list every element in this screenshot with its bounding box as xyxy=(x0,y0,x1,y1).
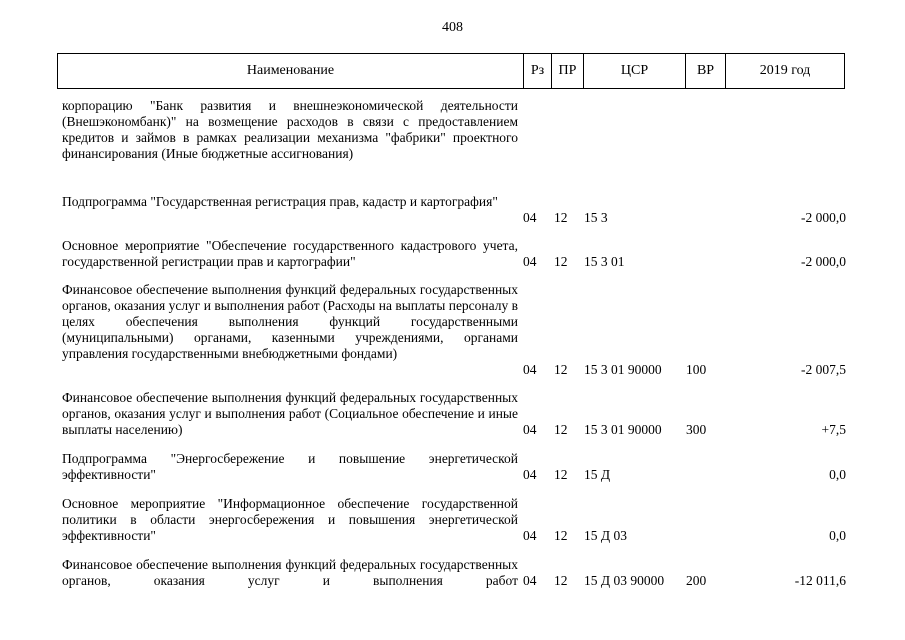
row-pr: 12 xyxy=(554,254,568,269)
row-name: Финансовое обеспечение выполнения функций федеральных государственных органов, оказания услуг и выполнения работ (Расходы на выплаты персоналу в целях обеспечения выполнения функций государственными (муниципальными) органами, казенными учреждениями, органами управления государственными внебюджетными фондами) xyxy=(62,282,518,361)
row-rz: 04 xyxy=(523,528,537,543)
row-sum: -2 007,5 xyxy=(801,362,846,377)
row-sum: +7,5 xyxy=(821,422,846,437)
row-sum: -12 011,6 xyxy=(794,573,846,588)
row-sum: -2 000,0 xyxy=(801,210,846,225)
row-vr: 200 xyxy=(686,573,707,588)
row-csr: 15 Д xyxy=(584,467,611,482)
row-name: Подпрограмма "Энергосбережение и повышение энергетической эффективности" xyxy=(62,451,518,482)
row-sum: 0,0 xyxy=(829,467,846,482)
row-sum: 0,0 xyxy=(829,528,846,543)
row-csr: 15 3 01 90000 xyxy=(584,362,662,377)
column-header-name: Наименование xyxy=(246,63,335,78)
row-vr: 300 xyxy=(686,422,707,437)
row-pr: 12 xyxy=(554,210,568,225)
column-header-vr: ВР xyxy=(685,54,725,88)
row-rz: 04 xyxy=(523,422,537,437)
row-name: корпорацию "Банк развития и внешнеэкономической деятельности (Внешэкономбанк)" на возмещение расходов в связи с предоставлением кредитов и займов в рамках реализации механизма "фабрики" проектного финансирования (Иные бюджетные ассигнования) xyxy=(62,98,518,161)
column-header-year: 2019 год xyxy=(725,54,844,88)
row-name: Основное мероприятие "Информационное обеспечение государственной политики в области энергосбережения и повышения энергетической эффективности" xyxy=(62,496,518,543)
page-number: 408 xyxy=(442,20,463,35)
row-csr: 15 3 01 xyxy=(584,254,625,269)
row-sum: -2 000,0 xyxy=(801,254,846,269)
row-name: Подпрограмма "Государственная регистрация прав, кадастр и картография" xyxy=(62,194,498,209)
row-pr: 12 xyxy=(554,573,568,588)
column-header-csr: ЦСР xyxy=(583,54,685,88)
row-name: Финансовое обеспечение выполнения функций федеральных государственных органов, оказания услуг и выполнения работ xyxy=(62,557,518,588)
row-csr: 15 Д 03 90000 xyxy=(584,573,665,588)
column-header-pr: ПР xyxy=(551,54,583,88)
row-pr: 12 xyxy=(554,528,568,543)
row-csr: 15 Д 03 xyxy=(584,528,627,543)
row-pr: 12 xyxy=(554,422,568,437)
row-name: Основное мероприятие "Обеспечение государственного кадастрового учета, государственной регистрации прав и картографии" xyxy=(62,238,518,269)
row-pr: 12 xyxy=(554,467,568,482)
table-header xyxy=(57,53,845,89)
row-rz: 04 xyxy=(523,467,537,482)
row-rz: 04 xyxy=(523,210,537,225)
row-csr: 15 3 xyxy=(584,210,608,225)
row-rz: 04 xyxy=(523,573,537,588)
column-header-rz: Рз xyxy=(523,54,551,88)
row-rz: 04 xyxy=(523,254,537,269)
row-pr: 12 xyxy=(554,362,568,377)
row-rz: 04 xyxy=(523,362,537,377)
row-name: Финансовое обеспечение выполнения функций федеральных государственных органов, оказания услуг и выполнения работ (Социальное обеспечение и иные выплаты населению) xyxy=(62,390,518,437)
row-vr: 100 xyxy=(686,362,707,377)
row-csr: 15 3 01 90000 xyxy=(584,422,662,437)
